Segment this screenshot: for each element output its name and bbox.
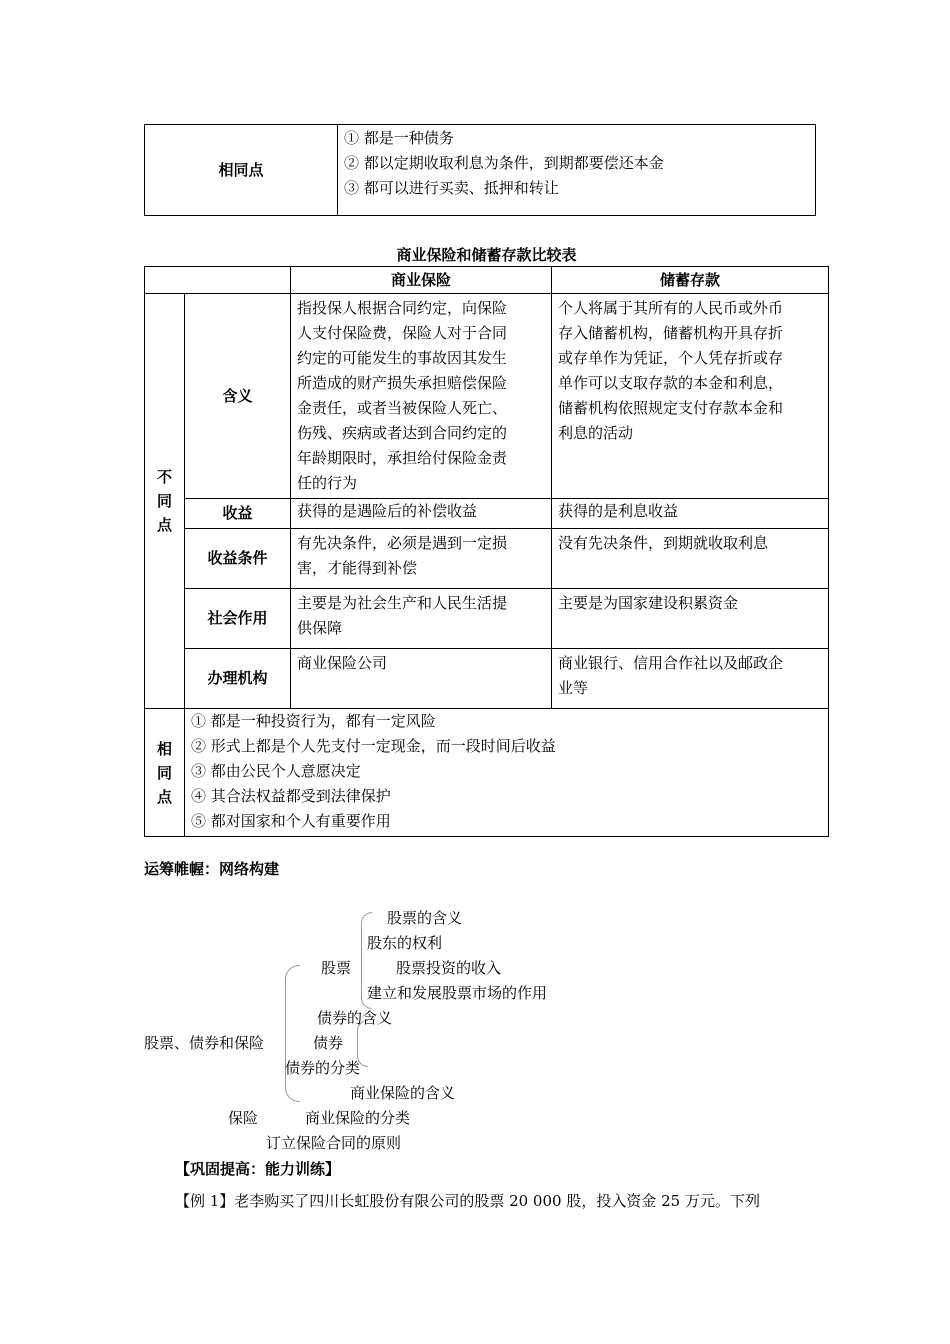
- similarity-item: ② 都以定期收取利息为条件，到期都要偿还本金: [344, 154, 664, 172]
- header-commercial-insurance: 商业保险: [291, 267, 552, 294]
- same-item: ④ 其合法权益都受到法律保护: [191, 787, 391, 805]
- tree-stock-item: 股东的权利: [367, 934, 443, 952]
- condition-savings-deposit: 没有先决条件，到期就收取利息: [552, 529, 829, 589]
- same-label: 相 同 点: [145, 709, 185, 837]
- row-label-income-condition: 收益条件: [185, 529, 291, 589]
- header-savings-deposit: 储蓄存款: [552, 267, 829, 294]
- example-1-text: 【例 1】老李购买了四川长虹股份有限公司的股票 20 000 股，投入资金 25 万元。下列: [175, 1192, 760, 1210]
- similarity-item: ③ 都可以进行买卖、抵押和转让: [344, 179, 559, 197]
- role-savings-deposit: 主要是为国家建设积累资金: [552, 589, 829, 649]
- meaning-commercial-insurance: 指投保人根据合同约定，向保险 人支付保险费，保险人对于合同 约定的可能发生的事故因其发生 所造成的财产损失承担赔偿保险 金责任，或者当被保险人死亡、 伤残、疾病或者达到合同约定的 年龄期限时，承担给付保险金责 任的行为: [291, 294, 552, 499]
- institution-savings-deposit: 商业银行、信用合作社以及邮政企 业等: [552, 649, 829, 709]
- role-commercial-insurance: 主要是为社会生产和人民生活提 供保障: [291, 589, 552, 649]
- same-items: [185, 709, 829, 837]
- similarity-label: 相同点: [145, 125, 338, 216]
- tree-stock: 股票: [321, 959, 352, 977]
- meaning-savings-deposit: 个人将属于其所有的人民币或外币 存入储蓄机构，储蓄机构开具存折 或存单作为凭证，个人凭存折或存 单作可以支取存款的本金和利息， 储蓄机构依照规定支付存款本金和 利息的活动: [552, 294, 829, 499]
- tree-root: 股票、债券和保险: [144, 1034, 265, 1052]
- same-item: ⑤ 都对国家和个人有重要作用: [191, 812, 391, 830]
- tree-insurance-item: 商业保险的含义: [350, 1084, 456, 1102]
- income-savings-deposit: 获得的是利息收益: [552, 499, 829, 529]
- root-brace: [285, 965, 300, 1102]
- institution-commercial-insurance: 商业保险公司: [291, 649, 552, 709]
- tree-insurance: 保险: [228, 1109, 259, 1127]
- comparison-table: [144, 266, 829, 837]
- tree-bond-item: 债券的含义: [317, 1009, 393, 1027]
- comparison-table-title: 商业保险和储蓄存款比较表: [396, 246, 577, 264]
- difference-label: 不 同 点: [145, 294, 185, 709]
- same-item: ① 都是一种投资行为，都有一定风险: [191, 712, 436, 730]
- row-label-institution: 办理机构: [185, 649, 291, 709]
- tree-bond-item: 债券的分类: [285, 1059, 361, 1077]
- tree-insurance-item: 订立保险合同的原则: [266, 1134, 402, 1152]
- row-label-income: 收益: [185, 499, 291, 529]
- similarity-items: [338, 125, 816, 216]
- consolidate-heading: 【巩固提高：能力训练】: [175, 1160, 341, 1178]
- similarity-item: ① 都是一种债务: [344, 129, 454, 147]
- header-empty: [145, 267, 291, 294]
- tree-stock-item: 建立和发展股票市场的作用: [367, 984, 548, 1002]
- tree-bond: 债券: [313, 1034, 344, 1052]
- same-item: ③ 都由公民个人意愿决定: [191, 762, 361, 780]
- condition-commercial-insurance: 有先决条件，必须是遇到一定损 害，才能得到补偿: [291, 529, 552, 589]
- tree-stock-item: 股票投资的收入: [396, 959, 502, 977]
- same-item: ② 形式上都是个人先支付一定现金，而一段时间后收益: [191, 737, 556, 755]
- tree-insurance-item: 商业保险的分类: [305, 1109, 411, 1127]
- income-commercial-insurance: 获得的是遇险后的补偿收益: [291, 499, 552, 529]
- row-label-social-role: 社会作用: [185, 589, 291, 649]
- similarity-table: [144, 124, 816, 216]
- section-heading: 运筹帷幄：网络构建: [144, 860, 280, 878]
- row-label-meaning: 含义: [185, 294, 291, 499]
- tree-stock-item: 股票的含义: [387, 909, 463, 927]
